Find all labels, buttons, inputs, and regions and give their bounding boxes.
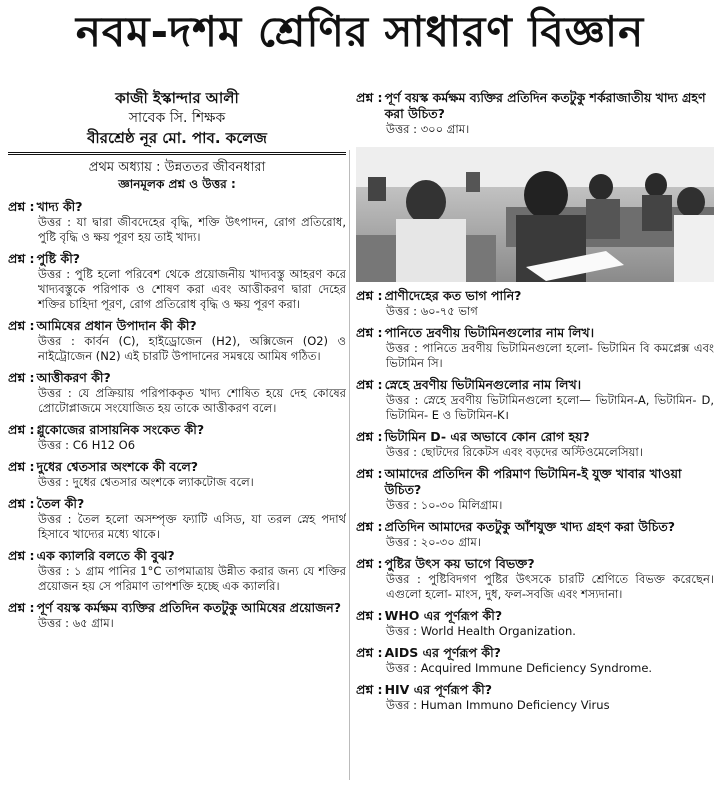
answer bbox=[8, 438, 346, 453]
answer bbox=[8, 512, 346, 542]
answer bbox=[356, 341, 714, 371]
question-text: AIDS এর পূর্ণরূপ কী? bbox=[384, 645, 501, 660]
qa-item bbox=[356, 608, 714, 639]
answer bbox=[8, 215, 346, 245]
answer-label: উত্তর : bbox=[386, 445, 418, 459]
answer-text: তৈল হলো অসম্পৃক্ত ফ্যাটি এসিড, যা তরল স্নেহ পদার্থ হিসাবে খাদ্যের মধ্যে থাকে। bbox=[38, 512, 346, 541]
question bbox=[356, 519, 714, 535]
question bbox=[8, 422, 346, 438]
answer bbox=[356, 535, 714, 550]
answer-text: Acquired Immune Deficiency Syndrome. bbox=[420, 661, 653, 675]
question-text: খাদ্য কী? bbox=[36, 199, 83, 214]
question-text: পুষ্টির উৎস কয় ভাগে বিভক্ত? bbox=[384, 556, 535, 571]
question-text: প্রতিদিন আমাদের কতটুকু আঁশযুক্ত খাদ্য গ্রহণ করা উচিত? bbox=[384, 519, 675, 534]
question bbox=[356, 325, 714, 341]
question-label: প্রশ্ন : bbox=[8, 199, 35, 214]
author-post: সাবেক সি. শিক্ষক bbox=[128, 110, 226, 126]
question-text: আমাদের প্রতিদিন কী পরিমাণ ভিটামিন-ই যুক্ত খাবার খাওয়া উচিত? bbox=[384, 466, 682, 497]
question-label: প্রশ্ন : bbox=[8, 496, 35, 511]
qa-list bbox=[8, 199, 346, 631]
exam-hall-photo bbox=[356, 147, 714, 282]
question-label: প্রশ্ন : bbox=[8, 370, 35, 385]
left-column bbox=[8, 88, 346, 784]
chapter-title: প্রথম অধ্যায় : উন্নততর জীবনধারা bbox=[88, 160, 266, 175]
question-label: প্রশ্ন : bbox=[8, 318, 35, 333]
answer-label: উত্তর : bbox=[386, 572, 421, 586]
question-label: প্রশ্ন : bbox=[356, 90, 383, 105]
question-label: প্রশ্ন : bbox=[356, 429, 383, 444]
question bbox=[356, 466, 714, 498]
answer bbox=[8, 267, 346, 312]
question-label: প্রশ্ন : bbox=[8, 600, 35, 615]
answer-text: পুষ্টিবিদগণ পুষ্টির উৎসকে চারটি শ্রেণিতে বিভক্ত করেছেন। এগুলো হলো- মাংস, দুধ, ফল-সবজি এবং শস্যদানা। bbox=[386, 572, 714, 601]
chapter-subtitle: জ্ঞানমূলক প্রশ্ন ও উত্তর : bbox=[118, 177, 236, 191]
question-text: আত্তীকরণ কী? bbox=[36, 370, 111, 385]
answer bbox=[356, 304, 714, 319]
qa-item bbox=[356, 288, 714, 319]
answer-text: ৬০-৭৫ ভাগ bbox=[420, 304, 478, 318]
question bbox=[8, 251, 346, 267]
answer-text: ছোটদের রিকেটস এবং বড়দের অস্টিওমেলেসিয়া। bbox=[420, 445, 643, 459]
question-text: দুধের শ্বেতসার অংশকে কী বলে? bbox=[36, 459, 199, 474]
answer bbox=[356, 698, 714, 713]
qa-item bbox=[8, 318, 346, 364]
answer bbox=[8, 616, 346, 631]
answer-text: দুধের শ্বেতসার অংশকে ল্যাকটোজ বলে। bbox=[72, 475, 254, 489]
question bbox=[356, 377, 714, 393]
answer-text: ১ গ্রাম পানির 1°C তাপমাত্রায় উন্নীত করার জন্য যে শক্তির প্রয়োজন হয় সে পরিমাণ তাপশক্তি হচ্ছে এক ক্যালরি। bbox=[38, 564, 346, 593]
question-label: প্রশ্ন : bbox=[8, 459, 35, 474]
qa-list bbox=[356, 288, 714, 713]
question-label: প্রশ্ন : bbox=[356, 325, 383, 340]
qa-item bbox=[356, 377, 714, 423]
answer-text: ৩০০ গ্রাম। bbox=[420, 122, 470, 136]
answer-text: পুষ্টি হলো পরিবেশ থেকে প্রয়োজনীয় খাদ্যবস্তু আহরণ করে খাদ্যবস্তুকে পরিপাক ও শোষণ করা এবং আত্তীকরণ দ্বারা দেহের শক্তির চাহিদা পূরণ, রোগ প্রতিরোধ বৃদ্ধি ও ক্ষয় পূরণ করা। bbox=[38, 267, 346, 311]
question-text: আমিষের প্রধান উপাদান কী কী? bbox=[36, 318, 197, 333]
answer-text: স্নেহে দ্রবণীয় ভিটামিনগুলো হলো— ভিটামিন-A, ভিটামিন- D, ভিটামিন- E ও ভিটামিন-K। bbox=[386, 393, 714, 422]
question-label: প্রশ্ন : bbox=[8, 251, 35, 266]
author-institution: বীরশ্রেষ্ঠ নূর মো. পাব. কলেজ bbox=[87, 129, 267, 147]
answer-label: উত্তর : bbox=[386, 304, 418, 318]
question bbox=[356, 288, 714, 304]
qa-item bbox=[356, 90, 714, 137]
answer-text: C6 H12 O6 bbox=[72, 438, 136, 452]
answer bbox=[8, 564, 346, 594]
answer bbox=[8, 334, 346, 364]
answer-label: উত্তর : bbox=[386, 122, 418, 136]
answer bbox=[356, 498, 714, 513]
answer-label: উত্তর : bbox=[386, 341, 418, 355]
answer-label: উত্তর : bbox=[386, 393, 419, 407]
answer-text: Human Immuno Deficiency Virus bbox=[420, 698, 610, 712]
qa-item bbox=[356, 466, 714, 513]
question bbox=[8, 318, 346, 334]
answer-text: World Health Organization. bbox=[420, 624, 576, 638]
question-label: প্রশ্ন : bbox=[356, 608, 383, 623]
question bbox=[8, 370, 346, 386]
question bbox=[8, 199, 346, 215]
qa-item bbox=[356, 519, 714, 550]
answer-text: পানিতে দ্রবণীয় ভিটামিনগুলো হলো- ভিটামিন বি কমপ্লেক্স এবং ভিটামিন সি। bbox=[386, 341, 714, 370]
answer bbox=[356, 572, 714, 602]
question bbox=[356, 608, 714, 624]
answer-text: ২০-৩০ গ্রাম। bbox=[420, 535, 481, 549]
question-label: প্রশ্ন : bbox=[356, 682, 383, 697]
chapter-heading bbox=[8, 159, 346, 193]
question-label: প্রশ্ন : bbox=[356, 466, 383, 481]
answer-label: উত্তর : bbox=[38, 438, 70, 452]
answer-text: যে প্রক্রিয়ায় পরিপাককৃত খাদ্য শোষিত হয়ে দেহ কোষের প্রোটোপ্লাজমে সংযোজিত হয় তাকে আত্তীকরণ বলে। bbox=[38, 386, 346, 415]
question bbox=[356, 682, 714, 698]
qa-item bbox=[8, 422, 346, 453]
question-text: এক ক্যালরি বলতে কী বুঝ? bbox=[36, 548, 175, 563]
question bbox=[8, 496, 346, 512]
answer-label: উত্তর : bbox=[386, 661, 418, 675]
question-label: প্রশ্ন : bbox=[356, 556, 383, 571]
question-text: পুষ্টি কী? bbox=[36, 251, 81, 266]
answer-label: উত্তর : bbox=[38, 512, 72, 526]
answer-label: উত্তর : bbox=[38, 267, 71, 281]
qa-item bbox=[8, 600, 346, 631]
answer bbox=[356, 661, 714, 676]
qa-item bbox=[8, 459, 346, 490]
qa-list bbox=[356, 90, 714, 137]
qa-item bbox=[8, 251, 346, 312]
question-text: তৈল কী? bbox=[36, 496, 85, 511]
question-label: প্রশ্ন : bbox=[8, 422, 35, 437]
qa-item bbox=[8, 548, 346, 594]
column-divider bbox=[349, 150, 350, 780]
qa-item bbox=[356, 429, 714, 460]
answer-label: উত্তর : bbox=[38, 386, 72, 400]
qa-item bbox=[356, 325, 714, 371]
question-text: ভিটামিন D- এর অভাবে কোন রোগ হয়? bbox=[384, 429, 590, 444]
question-label: প্রশ্ন : bbox=[356, 377, 383, 392]
question bbox=[356, 556, 714, 572]
question-text: স্নেহে দ্রবণীয় ভিটামিনগুলোর নাম লিখ। bbox=[384, 377, 582, 392]
question bbox=[356, 429, 714, 445]
page-title: নবম-দশম শ্রেণির সাধারণ বিজ্ঞান bbox=[75, 7, 645, 56]
question-label: প্রশ্ন : bbox=[8, 548, 35, 563]
question bbox=[8, 600, 346, 616]
question-text: গ্লুকোজের রাসায়নিক সংকেত কী? bbox=[36, 422, 205, 437]
answer-label: উত্তর : bbox=[386, 698, 418, 712]
qa-item bbox=[356, 645, 714, 676]
author-block bbox=[17, 88, 337, 148]
answer bbox=[356, 445, 714, 460]
answer-text: যা দ্বারা জীবদেহের বৃদ্ধি, শক্তি উৎপাদন, রোগ প্রতিরোধ, পুষ্টি বৃদ্ধি ও ক্ষয় পূরণ হয় তাই খাদ্য। bbox=[38, 215, 346, 244]
question-label: প্রশ্ন : bbox=[356, 645, 383, 660]
author-name: কাজী ইস্কান্দার আলী bbox=[115, 89, 239, 107]
answer bbox=[356, 393, 714, 423]
answer bbox=[8, 475, 346, 490]
qa-item bbox=[8, 199, 346, 245]
answer-label: উত্তর : bbox=[38, 564, 70, 578]
answer-text: কার্বন (C), হাইড্রোজেন (H2), অক্সিজেন (O2) ও নাইট্রোজেন (N2) এই চারটি উপাদানের সমন্বয়ে আমিষ গঠিত। bbox=[38, 334, 346, 363]
answer-label: উত্তর : bbox=[38, 616, 70, 630]
question-text: পূর্ণ বয়স্ক কর্মক্ষম ব্যক্তির প্রতিদিন কতটুকু শর্করাজাতীয় খাদ্য গ্রহণ করা উচিত? bbox=[384, 90, 706, 121]
answer-label: উত্তর : bbox=[386, 498, 418, 512]
qa-item bbox=[356, 556, 714, 602]
question-text: পানিতে দ্রবণীয় ভিটামিনগুলোর নাম লিখ। bbox=[384, 325, 595, 340]
question bbox=[356, 645, 714, 661]
question-label: প্রশ্ন : bbox=[356, 288, 383, 303]
question-label: প্রশ্ন : bbox=[356, 519, 383, 534]
question-text: HIV এর পূর্ণরূপ কী? bbox=[384, 682, 492, 697]
question bbox=[8, 459, 346, 475]
qa-item bbox=[356, 682, 714, 713]
qa-item bbox=[8, 370, 346, 416]
answer-label: উত্তর : bbox=[386, 535, 418, 549]
answer bbox=[356, 122, 714, 137]
answer-label: উত্তর : bbox=[38, 215, 72, 229]
right-column bbox=[356, 84, 714, 784]
question bbox=[8, 548, 346, 564]
answer-label: উত্তর : bbox=[38, 334, 75, 348]
question-text: প্রাণীদেহের কত ভাগ পানি? bbox=[384, 288, 522, 303]
answer bbox=[8, 386, 346, 416]
answer-label: উত্তর : bbox=[386, 624, 418, 638]
answer bbox=[356, 624, 714, 639]
answer-text: ৬৫ গ্রাম। bbox=[72, 616, 114, 630]
qa-item bbox=[8, 496, 346, 542]
question-text: পূর্ণ বয়স্ক কর্মক্ষম ব্যক্তির প্রতিদিন কতটুকু আমিষের প্রয়োজন? bbox=[36, 600, 342, 615]
question bbox=[356, 90, 714, 122]
divider bbox=[8, 152, 346, 155]
question-text: WHO এর পূর্ণরূপ কী? bbox=[384, 608, 503, 623]
answer-label: উত্তর : bbox=[38, 475, 70, 489]
answer-text: ১০-৩০ মিলিগ্রাম। bbox=[420, 498, 503, 512]
